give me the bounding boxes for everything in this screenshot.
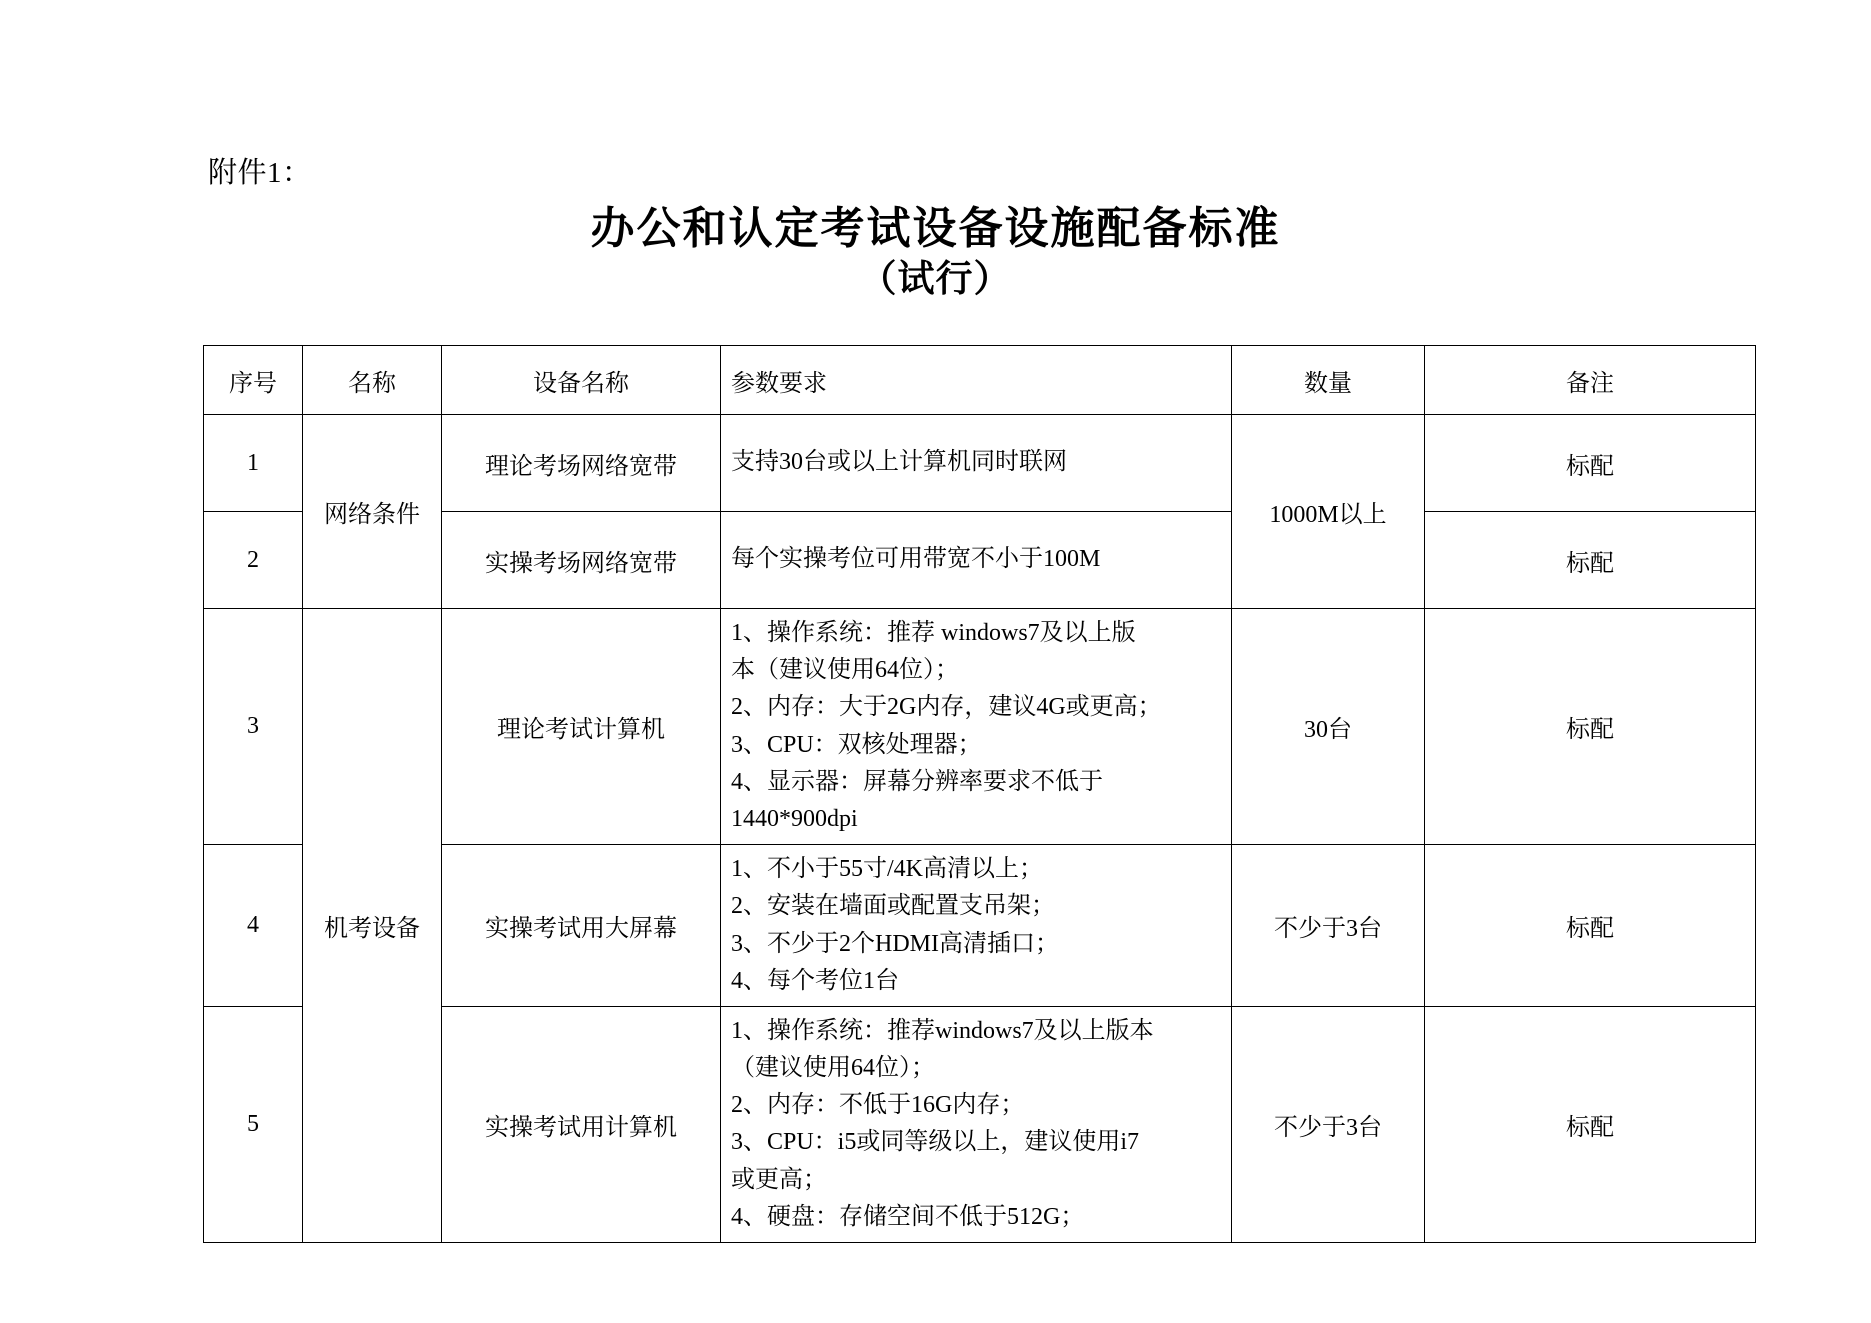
cell-quantity: 不少于3台 [1232, 845, 1425, 1007]
header-remark: 备注 [1425, 346, 1756, 415]
header-category: 名称 [303, 346, 442, 415]
cell-params [721, 415, 1232, 512]
param-line: （建议使用64位）； [731, 1055, 935, 1082]
param-line: 1440*900dpi [731, 805, 858, 832]
param-line: 每个实操考位可用带宽不小于100M [731, 546, 1101, 573]
cell-remark: 标配 [1425, 609, 1756, 845]
param-line: 4、显示器：屏幕分辨率要求不低于 [731, 768, 1103, 795]
equipment-standard-table [203, 345, 1756, 1243]
param-line: 1、操作系统：推荐windows7及以上版本 [731, 1017, 1154, 1044]
header-no: 序号 [204, 346, 303, 415]
param-line: 或更高； [731, 1166, 827, 1193]
header-quantity: 数量 [1232, 346, 1425, 415]
cell-equipment: 实操考试用大屏幕 [442, 845, 721, 1007]
param-line: 1、不小于55寸/4K高清以上； [731, 856, 1043, 883]
table-header-row [204, 346, 1756, 415]
cell-params [721, 845, 1232, 1007]
page-title: 办公和认定考试设备设施配备标准 [590, 203, 1281, 254]
page-subtitle: （试行） [859, 256, 1012, 300]
header-equipment: 设备名称 [442, 346, 721, 415]
cell-equipment: 实操考场网络宽带 [442, 512, 721, 609]
cell-quantity: 不少于3台 [1232, 1006, 1425, 1242]
header-params: 参数要求 [721, 346, 1232, 415]
cell-equipment: 实操考试用计算机 [442, 1006, 721, 1242]
table-row [204, 415, 1756, 512]
param-line: 2、内存：不低于16G内存； [731, 1092, 1025, 1119]
cell-no: 1 [204, 415, 303, 512]
cell-no: 5 [204, 1006, 303, 1242]
table-row [204, 609, 1756, 845]
cell-remark: 标配 [1425, 1006, 1756, 1242]
cell-equipment: 理论考场网络宽带 [442, 415, 721, 512]
cell-category: 网络条件 [303, 415, 442, 609]
param-line: 本（建议使用64位）； [731, 657, 959, 684]
param-line: 2、安装在墙面或配置支吊架； [731, 893, 1055, 920]
param-line: 3、CPU：双核处理器； [731, 731, 982, 758]
cell-no: 2 [204, 512, 303, 609]
param-line: 3、CPU：i5或同等级以上，建议使用i7 [731, 1129, 1140, 1156]
param-line: 4、每个考位1台 [731, 967, 899, 994]
cell-remark: 标配 [1425, 415, 1756, 512]
cell-category: 机考设备 [303, 609, 442, 1243]
param-line: 2、内存：大于2G内存，建议4G或更高； [731, 694, 1162, 721]
param-line: 1、操作系统：推荐 windows7及以上版 [731, 620, 1136, 646]
cell-params [721, 609, 1232, 845]
cell-params [721, 512, 1232, 609]
param-line: 3、不少于2个HDMI高清插口； [731, 930, 1059, 957]
cell-no: 3 [204, 609, 303, 845]
cell-remark: 标配 [1425, 845, 1756, 1007]
cell-no: 4 [204, 845, 303, 1007]
param-line: 4、硬盘：存储空间不低于512G； [731, 1203, 1085, 1230]
cell-quantity: 30台 [1232, 609, 1425, 845]
attachment-label: 附件1： [208, 157, 312, 189]
cell-remark: 标配 [1425, 512, 1756, 609]
cell-equipment: 理论考试计算机 [442, 609, 721, 845]
cell-params [721, 1006, 1232, 1242]
param-line: 支持30台或以上计算机同时联网 [731, 449, 1067, 476]
cell-quantity: 1000M以上 [1232, 415, 1425, 609]
